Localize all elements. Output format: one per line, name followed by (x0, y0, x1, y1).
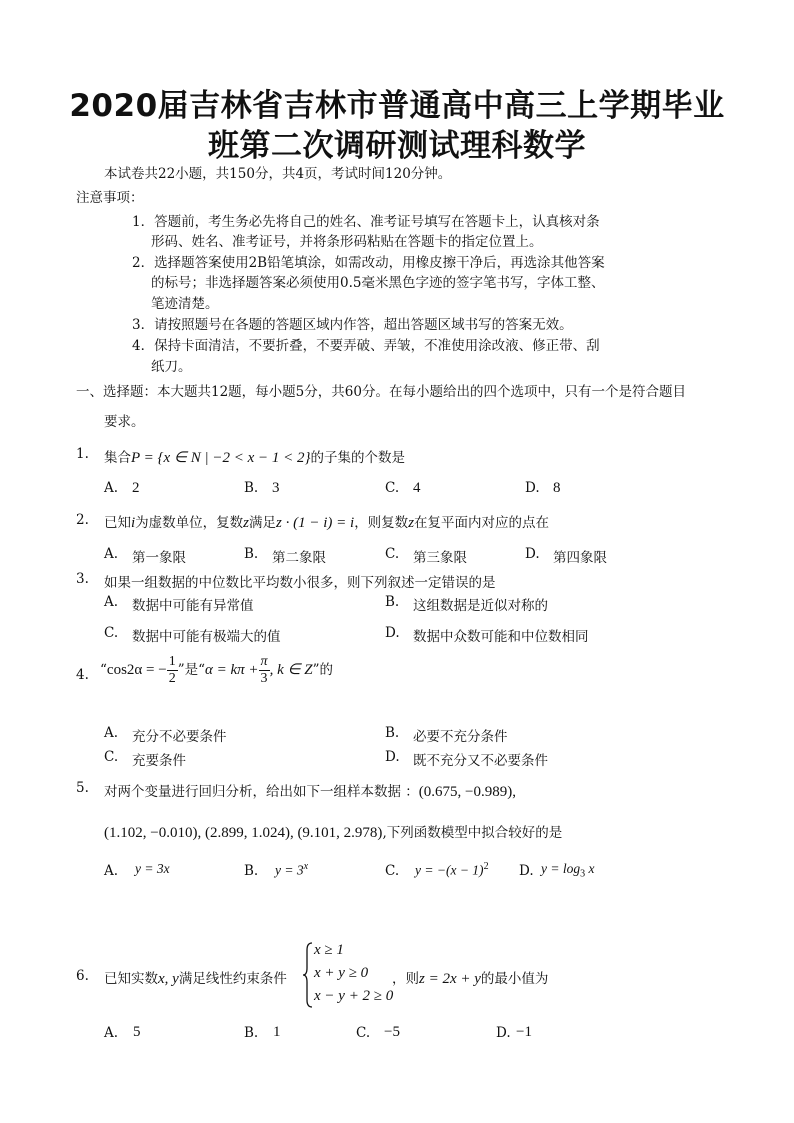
option-c-label: C. (104, 625, 119, 641)
notice-item: 1．答题前，考生务必先将自己的姓名、准考证号填写在答题卡上，认真核对条 (132, 214, 600, 230)
q6-vars: x, y (158, 971, 179, 987)
option-b-text: 3 (272, 480, 280, 496)
option-b-label: B. (244, 546, 259, 562)
q2-m1: i (131, 515, 136, 531)
q4-fraction-pi (259, 654, 270, 687)
q4-f2-num: π (260, 654, 268, 669)
question-2-stem (104, 511, 549, 532)
q5-point-1: (0.675, −0.989), (418, 784, 516, 800)
q1-pre: 集合 (104, 450, 131, 466)
notice-item: 形码、姓名、准考证号，并将条形码粘贴在答题卡的指定位置上。 (151, 234, 543, 250)
q4-cos: cos2α = − (106, 662, 167, 678)
q4-post: ”的 (312, 662, 334, 678)
option-b-label: B. (244, 1025, 259, 1041)
q2-mid1: 为虚数单位，复数 (135, 515, 244, 531)
q6-mid2: ，则 (392, 971, 419, 987)
question-6-stem-b (392, 967, 548, 988)
option-c-label: C. (104, 749, 119, 765)
question-number: 1. (76, 446, 89, 462)
q1-post: 的子集的个数是 (310, 450, 406, 466)
option-b-text: 这组数据是近似对称的 (413, 598, 548, 614)
option-a-text: 第一象限 (132, 550, 186, 566)
q4-fraction-half (167, 654, 178, 687)
option-d-text: 数据中众数可能和中位数相同 (413, 629, 589, 645)
section-heading: 一、选择题：本大题共12题，每小题5分，共60分。在每小题给出的四个选项中，只有一个是符合题目 (76, 384, 686, 400)
q5-c-base: y = −(x − 1) (415, 862, 484, 878)
option-a-text: 充分不必要条件 (132, 729, 227, 745)
q2-m2: z (243, 515, 250, 531)
option-d-text: 第四象限 (553, 550, 607, 566)
option-c-label: C. (385, 480, 400, 496)
option-d-text (541, 861, 594, 880)
q2-mid3: ，则复数 (354, 515, 409, 531)
q5-c-exp: 2 (483, 861, 489, 872)
option-b-text: 第二象限 (272, 550, 326, 566)
option-c-text (415, 861, 489, 879)
q4-open-quote: “ (100, 662, 107, 678)
q6-z: z = 2x + y (419, 971, 481, 987)
notice-heading: 注意事项： (76, 190, 144, 206)
option-d-label: D. (525, 546, 540, 562)
option-d-label: D. (496, 1025, 511, 1041)
q5-d-base: 3 (580, 868, 586, 880)
option-c-label: C. (385, 546, 400, 562)
q2-pre: 已知 (104, 515, 131, 531)
constraint-3: x − y + 2 ≥ 0 (314, 988, 394, 1004)
question-3-stem: 如果一组数据的中位数比平均数小很多，则下列叙述一定错误的是 (104, 575, 496, 591)
option-c-text: −5 (384, 1024, 400, 1040)
q4-f2-den: 3 (260, 671, 268, 686)
question-number: 5. (76, 780, 89, 796)
q4-alpha: α = kπ + (205, 662, 259, 678)
option-c-text: 充要条件 (132, 753, 186, 769)
option-a-label: A. (104, 546, 119, 562)
question-number: 2. (76, 512, 89, 528)
q5-line2-post: ,下列函数模型中拟合较好的是 (382, 825, 563, 841)
option-d-text: −1 (516, 1024, 532, 1040)
option-c-label: C. (385, 863, 400, 879)
question-number: 4. (76, 667, 89, 683)
notice-item: 纸刀。 (151, 359, 192, 375)
question-5-stem-cont (104, 821, 562, 842)
q5-b-exp: x (303, 861, 309, 872)
option-c-text: 数据中可能有极端大的值 (132, 629, 281, 645)
option-a-text: 5 (133, 1024, 141, 1040)
q1-math: P = {x ∈ N | −2 < x − 1 < 2} (131, 450, 311, 466)
q2-mid2: 满足 (249, 515, 277, 531)
constraint-1: x ≥ 1 (314, 942, 344, 958)
q4-f1-den: 2 (168, 671, 176, 686)
q5-line1: 对两个变量进行回归分析，给出如下一组样本数据 ： (104, 784, 419, 800)
option-b-label: B. (385, 725, 400, 741)
question-5-stem (104, 780, 516, 801)
notice-item: 笔迹清楚。 (151, 296, 219, 312)
page-title-line-1: 2020届吉林省吉林市普通高中高三上学期毕业 (69, 88, 725, 124)
page-title-line-2: 班第二次调研测试理科数学 (208, 128, 586, 164)
option-b-label: B. (244, 480, 259, 496)
option-c-text: 4 (413, 480, 421, 496)
option-c-text: 第三象限 (413, 550, 467, 566)
exam-intro: 本试卷共22小题，共150分，共4页，考试时间120分钟。 (104, 166, 452, 182)
option-d-label: D. (385, 749, 400, 765)
q5-d-x: x (588, 861, 595, 876)
q6-pre: 已知实数 (104, 971, 158, 987)
question-6-stem-a (104, 967, 287, 988)
question-4-stem (100, 654, 333, 687)
q4-f1-num: 1 (168, 654, 176, 669)
notice-item: 的标号；非选择题答案必须使用0.5毫米黑色字迹的签字笔书写，字体工整、 (151, 275, 605, 291)
option-b-text: 1 (273, 1024, 281, 1040)
q5-points: (1.102, −0.010), (2.899, 1.024), (9.101, 2.978) (104, 825, 383, 841)
option-a-text: 数据中可能有异常值 (132, 598, 254, 614)
option-a-text: 2 (132, 480, 140, 496)
q4-mid: ”是“ (177, 662, 205, 678)
q5-b-base: y = 3 (275, 862, 304, 878)
q2-m3: z · (1 − i) = i (276, 515, 355, 531)
q2-post: 在复平面内对应的点在 (414, 515, 550, 531)
option-d-text: 既不充分又不必要条件 (413, 753, 548, 769)
q6-post: 的最小值为 (480, 971, 549, 987)
option-d-label: D. (519, 863, 534, 879)
notice-item: 2．选择题答案使用2B铅笔填涂，如需改动，用橡皮擦干净后，再选涂其他答案 (132, 255, 605, 271)
option-a-label: A. (104, 1025, 119, 1041)
notice-item: 3．请按照题号在各题的答题区域内作答，超出答题区域书写的答案无效。 (132, 317, 573, 333)
q5-d-log: y = log (541, 861, 581, 876)
option-d-label: D. (385, 625, 400, 641)
question-1-stem (104, 446, 405, 467)
option-a-label: A. (104, 725, 119, 741)
option-a-text: y = 3x (135, 861, 170, 876)
left-brace-icon (303, 942, 313, 1008)
notice-item: 4．保持卡面清洁，不要折叠，不要弄破、弄皱，不准使用涂改液、修正带、刮 (132, 338, 600, 354)
constraint-2: x + y ≥ 0 (314, 965, 369, 981)
option-d-label: D. (525, 480, 540, 496)
option-a-label: A. (104, 480, 119, 496)
option-b-label: B. (385, 594, 400, 610)
option-b-text (275, 861, 308, 879)
option-a-label: A. (104, 863, 119, 879)
option-d-text: 8 (553, 480, 561, 496)
section-heading-cont: 要求。 (104, 414, 145, 430)
question-number: 6. (76, 968, 89, 984)
q2-m4: z (408, 515, 415, 531)
option-a-label: A. (104, 594, 119, 610)
question-number: 3. (76, 571, 89, 587)
option-c-label: C. (356, 1025, 371, 1041)
option-b-text: 必要不充分条件 (413, 729, 508, 745)
q4-tail: , k ∈ Z (269, 662, 313, 678)
option-b-label: B. (244, 863, 259, 879)
q6-mid: 满足线性约束条件 (178, 971, 287, 987)
